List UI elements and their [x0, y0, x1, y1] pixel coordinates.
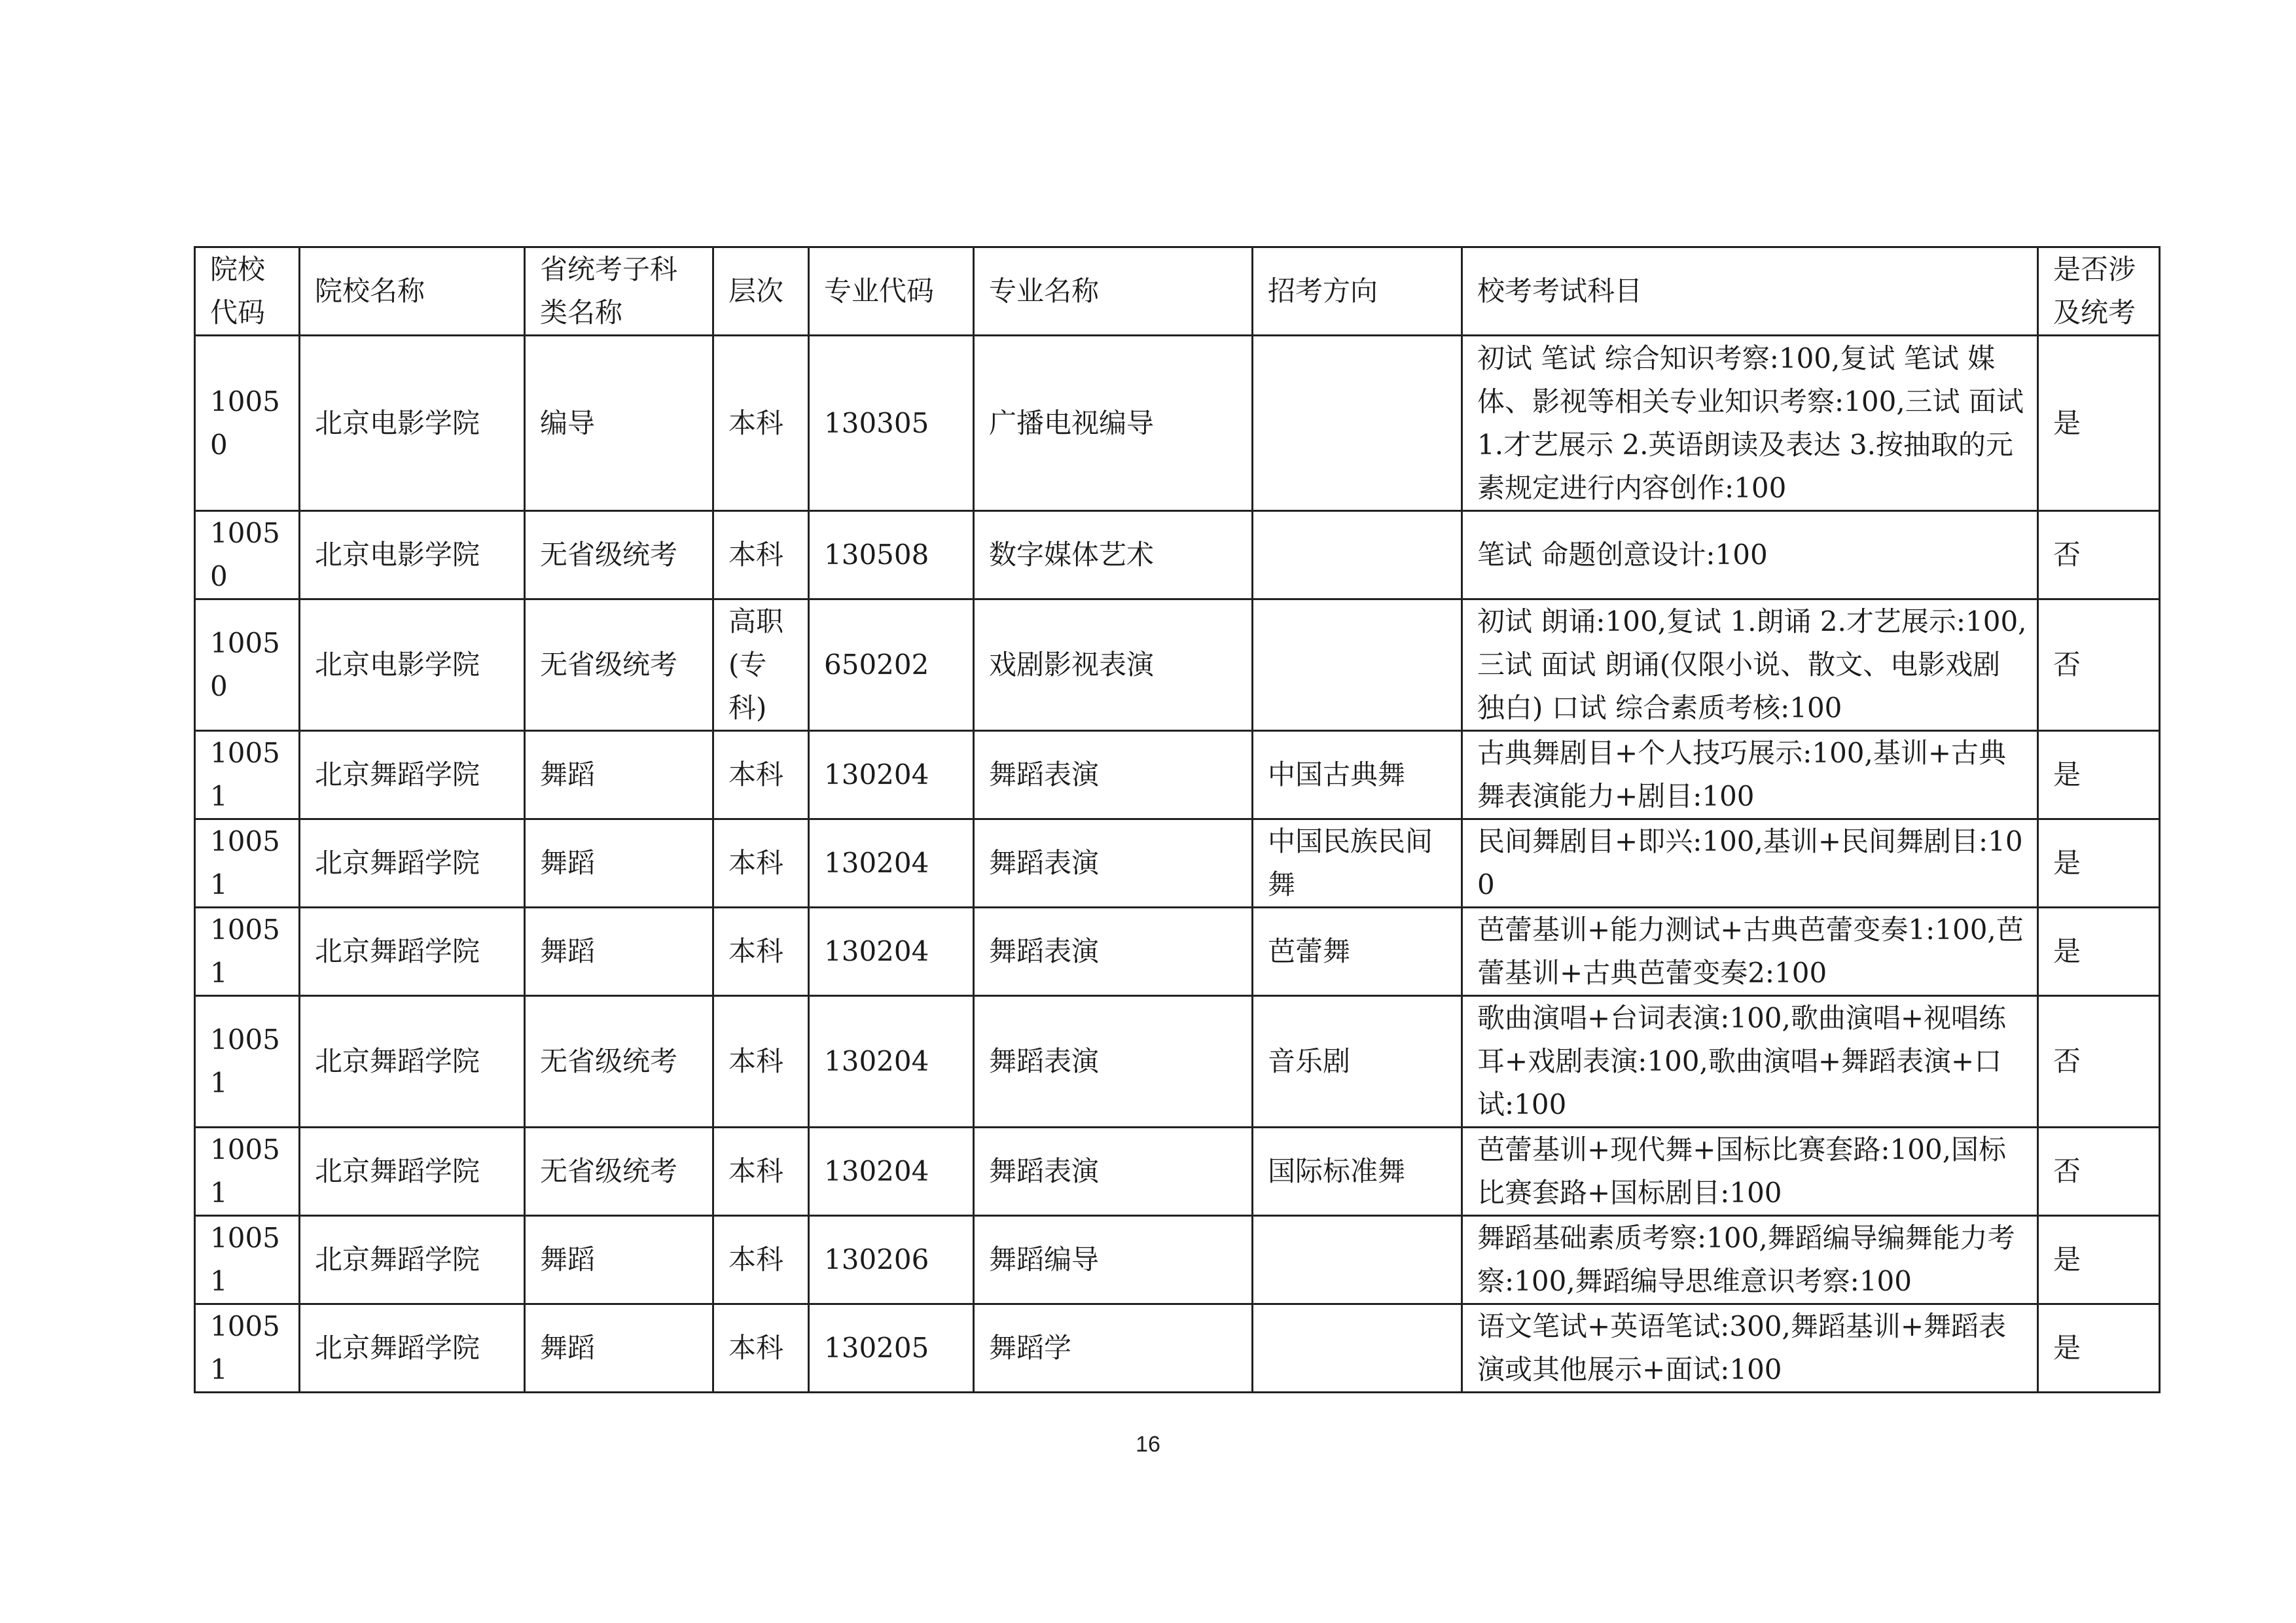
- cell-subjects: 舞蹈基础素质考察:100,舞蹈编导编舞能力考察:100,舞蹈编导思维意识考察:100: [1462, 1216, 2038, 1304]
- cell-school-code: 10051: [195, 819, 300, 908]
- cell-school-code: 10051: [195, 908, 300, 996]
- table-row: [195, 996, 2160, 1128]
- cell-school-code: 10050: [195, 336, 300, 511]
- cell-school-code: 10051: [195, 1128, 300, 1216]
- cell-school-name: 北京舞蹈学院: [300, 1216, 525, 1304]
- cell-school-code: 10051: [195, 731, 300, 819]
- cell-major-code: 130204: [809, 996, 974, 1128]
- cell-major-name: 舞蹈表演: [974, 996, 1253, 1128]
- page-number: 16: [1136, 1432, 1160, 1457]
- cell-major-code: 130204: [809, 1128, 974, 1216]
- cell-direction: [1253, 599, 1462, 731]
- header-row: [195, 247, 2160, 336]
- cell-category: 无省级统考: [525, 511, 713, 599]
- table-row: [195, 511, 2160, 599]
- cell-school-name: 北京舞蹈学院: [300, 908, 525, 996]
- cell-school-name: 北京舞蹈学院: [300, 996, 525, 1128]
- cell-category: 舞蹈: [525, 731, 713, 819]
- table-row: [195, 599, 2160, 731]
- cell-school-name: 北京舞蹈学院: [300, 731, 525, 819]
- cell-major-name: 舞蹈表演: [974, 819, 1253, 908]
- header-school-name: 院校名称: [300, 247, 525, 336]
- cell-subjects: 初试 朗诵:100,复试 1.朗诵 2.才艺展示:100,三试 面试 朗诵(仅限小说、散文、电影戏剧独白) 口试 综合素质考核:100: [1462, 599, 2038, 731]
- cell-category: 编导: [525, 336, 713, 511]
- cell-major-name: 数字媒体艺术: [974, 511, 1253, 599]
- cell-category: 无省级统考: [525, 599, 713, 731]
- header-category: 省统考子科类名称: [525, 247, 713, 336]
- table-header: [195, 247, 2160, 336]
- cell-level: 本科: [713, 819, 809, 908]
- cell-subjects: 语文笔试+英语笔试:300,舞蹈基训+舞蹈表演或其他展示+面试:100: [1462, 1304, 2038, 1393]
- cell-subjects: 芭蕾基训+现代舞+国标比赛套路:100,国标比赛套路+国标剧目:100: [1462, 1128, 2038, 1216]
- cell-category: 舞蹈: [525, 819, 713, 908]
- table-body: [195, 336, 2160, 1393]
- cell-school-name: 北京电影学院: [300, 336, 525, 511]
- cell-major-name: 舞蹈表演: [974, 1128, 1253, 1216]
- table-row: [195, 1216, 2160, 1304]
- cell-category: 舞蹈: [525, 1304, 713, 1393]
- cell-unified: 否: [2038, 1128, 2160, 1216]
- cell-unified: 是: [2038, 1216, 2160, 1304]
- table-row: [195, 908, 2160, 996]
- table-row: [195, 819, 2160, 908]
- cell-level: 本科: [713, 1216, 809, 1304]
- cell-school-name: 北京舞蹈学院: [300, 1304, 525, 1393]
- cell-direction: 音乐剧: [1253, 996, 1462, 1128]
- cell-school-code: 10051: [195, 1216, 300, 1304]
- cell-subjects: 芭蕾基训+能力测试+古典芭蕾变奏1:100,芭蕾基训+古典芭蕾变奏2:100: [1462, 908, 2038, 996]
- cell-category: 舞蹈: [525, 1216, 713, 1304]
- cell-unified: 否: [2038, 511, 2160, 599]
- cell-unified: 是: [2038, 336, 2160, 511]
- cell-subjects: 初试 笔试 综合知识考察:100,复试 笔试 媒体、影视等相关专业知识考察:100,三试 面试 1.才艺展示 2.英语朗读及表达 3.按抽取的元素规定进行内容创作:100: [1462, 336, 2038, 511]
- table-row: [195, 336, 2160, 511]
- header-school-code: 院校代码: [195, 247, 300, 336]
- cell-level: 本科: [713, 336, 809, 511]
- cell-unified: 否: [2038, 599, 2160, 731]
- cell-direction: 芭蕾舞: [1253, 908, 1462, 996]
- cell-level: 本科: [713, 1128, 809, 1216]
- cell-school-name: 北京电影学院: [300, 599, 525, 731]
- cell-category: 无省级统考: [525, 1128, 713, 1216]
- cell-subjects: 民间舞剧目+即兴:100,基训+民间舞剧目:100: [1462, 819, 2038, 908]
- table-row: [195, 1128, 2160, 1216]
- cell-major-code: 130508: [809, 511, 974, 599]
- header-major-code: 专业代码: [809, 247, 974, 336]
- header-level: 层次: [713, 247, 809, 336]
- cell-major-code: 130204: [809, 819, 974, 908]
- cell-category: 无省级统考: [525, 996, 713, 1128]
- cell-major-name: 广播电视编导: [974, 336, 1253, 511]
- cell-unified: 是: [2038, 731, 2160, 819]
- cell-major-name: 舞蹈学: [974, 1304, 1253, 1393]
- cell-school-name: 北京电影学院: [300, 511, 525, 599]
- header-major-name: 专业名称: [974, 247, 1253, 336]
- header-subjects: 校考考试科目: [1462, 247, 2038, 336]
- cell-major-code: 650202: [809, 599, 974, 731]
- cell-level: 本科: [713, 1304, 809, 1393]
- cell-school-code: 10051: [195, 996, 300, 1128]
- cell-direction: [1253, 1216, 1462, 1304]
- cell-major-code: 130206: [809, 1216, 974, 1304]
- cell-direction: [1253, 336, 1462, 511]
- cell-subjects: 古典舞剧目+个人技巧展示:100,基训+古典舞表演能力+剧目:100: [1462, 731, 2038, 819]
- cell-school-name: 北京舞蹈学院: [300, 819, 525, 908]
- cell-direction: 国际标准舞: [1253, 1128, 1462, 1216]
- cell-level: 本科: [713, 731, 809, 819]
- cell-direction: [1253, 1304, 1462, 1393]
- header-direction: 招考方向: [1253, 247, 1462, 336]
- table-row: [195, 1304, 2160, 1393]
- table-row: [195, 731, 2160, 819]
- cell-subjects: 笔试 命题创意设计:100: [1462, 511, 2038, 599]
- cell-category: 舞蹈: [525, 908, 713, 996]
- header-unified: 是否涉及统考: [2038, 247, 2160, 336]
- cell-school-name: 北京舞蹈学院: [300, 1128, 525, 1216]
- cell-level: 本科: [713, 996, 809, 1128]
- cell-level: 本科: [713, 908, 809, 996]
- cell-major-name: 舞蹈表演: [974, 731, 1253, 819]
- cell-unified: 是: [2038, 908, 2160, 996]
- cell-subjects: 歌曲演唱+台词表演:100,歌曲演唱+视唱练耳+戏剧表演:100,歌曲演唱+舞蹈表演+口试:100: [1462, 996, 2038, 1128]
- cell-direction: 中国民族民间舞: [1253, 819, 1462, 908]
- cell-level: 本科: [713, 511, 809, 599]
- cell-school-code: 10050: [195, 599, 300, 731]
- cell-major-code: 130305: [809, 336, 974, 511]
- cell-school-code: 10051: [195, 1304, 300, 1393]
- cell-major-code: 130204: [809, 908, 974, 996]
- cell-unified: 是: [2038, 819, 2160, 908]
- exam-subjects-table: [194, 246, 2161, 1393]
- cell-direction: 中国古典舞: [1253, 731, 1462, 819]
- cell-level: 高职(专科): [713, 599, 809, 731]
- cell-major-code: 130204: [809, 731, 974, 819]
- cell-direction: [1253, 511, 1462, 599]
- cell-major-code: 130205: [809, 1304, 974, 1393]
- cell-major-name: 舞蹈编导: [974, 1216, 1253, 1304]
- cell-unified: 是: [2038, 1304, 2160, 1393]
- cell-unified: 否: [2038, 996, 2160, 1128]
- cell-major-name: 舞蹈表演: [974, 908, 1253, 996]
- cell-major-name: 戏剧影视表演: [974, 599, 1253, 731]
- cell-school-code: 10050: [195, 511, 300, 599]
